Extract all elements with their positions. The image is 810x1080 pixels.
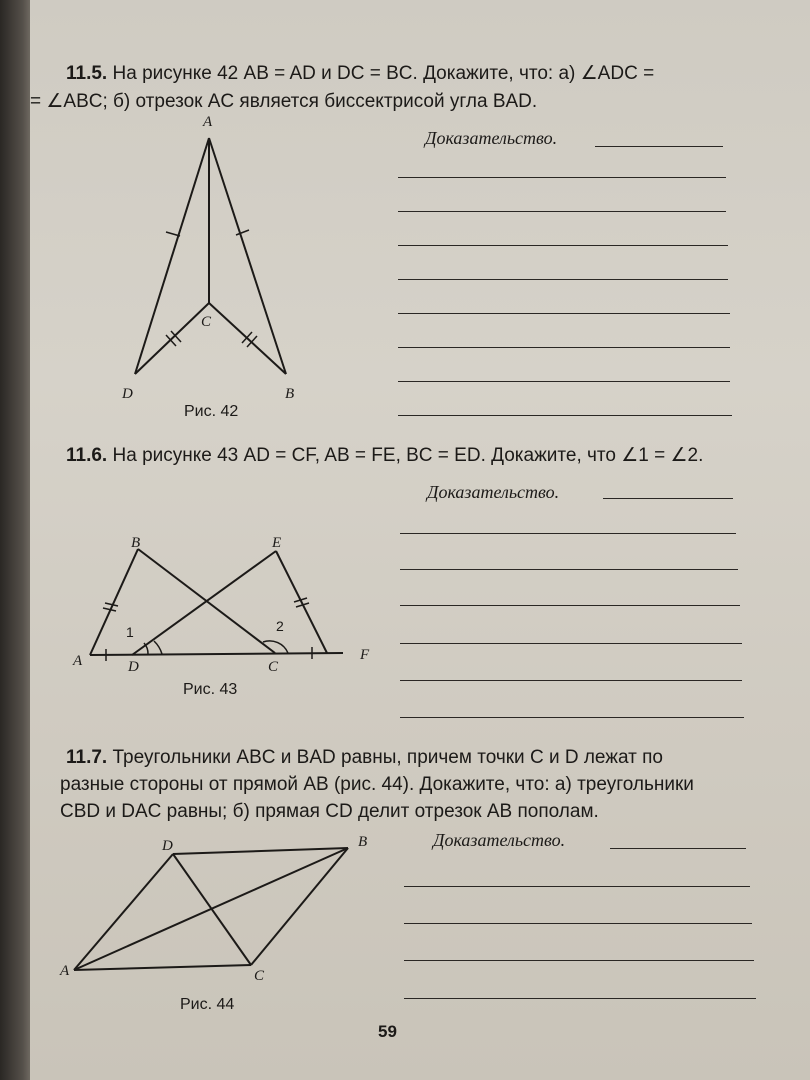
figure-caption-43: Рис. 43 [183, 681, 238, 698]
angle-label-2: 2 [276, 618, 284, 634]
answer-line [398, 313, 730, 314]
answer-line [398, 381, 730, 382]
answer-line [404, 998, 756, 999]
point-label-f: F [360, 647, 370, 663]
segment-dc [173, 854, 251, 965]
proof-label-11-5: Доказательство. [425, 128, 558, 148]
point-label-a: A [203, 114, 213, 130]
point-label-d: D [128, 659, 139, 675]
answer-line [404, 923, 752, 924]
point-label-d: D [122, 386, 133, 402]
problem-11-5-line1: 11.5. На рисунке 42 AB = AD и DC = BC. Докажите, что: а) ∠ADC = [66, 63, 655, 84]
answer-line [398, 245, 728, 246]
problem-11-7-line1: 11.7. Треугольники ABC и BAD равны, причем точки C и D лежат по [66, 747, 663, 768]
point-label-b: B [358, 834, 368, 850]
answer-line [610, 848, 746, 849]
answer-line [400, 680, 742, 681]
answer-line [603, 498, 733, 499]
point-label-b: B [131, 535, 141, 551]
segment-ef [276, 551, 327, 653]
answer-line [595, 146, 723, 147]
answer-line [398, 415, 732, 416]
point-label-a: A [73, 653, 83, 669]
point-label-a: A [60, 963, 70, 979]
problem-11-6-line1: 11.6. На рисунке 43 AD = CF, AB = FE, BC = ED. Докажите, что ∠1 = ∠2. [66, 445, 704, 466]
point-label-b: B [285, 386, 295, 402]
segment-cb [251, 848, 348, 965]
segment-db [173, 848, 348, 854]
answer-line [398, 279, 728, 280]
angle-arc-1 [154, 641, 162, 654]
point-label-c: C [201, 314, 212, 330]
segment-ad [74, 854, 173, 970]
answer-line [398, 177, 726, 178]
figure-44 [58, 830, 378, 990]
answer-line [400, 717, 744, 718]
answer-line [400, 533, 736, 534]
figure-caption-44: Рис. 44 [180, 996, 235, 1013]
problem-11-7-line2: разные стороны от прямой AB (рис. 44). Докажите, что: а) треугольники [60, 774, 694, 795]
figure-42 [90, 110, 350, 410]
answer-line [404, 960, 754, 961]
point-label-e: E [272, 535, 282, 551]
answer-line [400, 643, 742, 644]
point-label-d: D [162, 838, 173, 854]
segment-de [132, 551, 276, 655]
proof-label-11-7: Доказательство. [433, 830, 566, 850]
answer-line [398, 211, 726, 212]
figure-43 [70, 525, 370, 675]
textbook-page [30, 0, 810, 1080]
angle-label-1: 1 [126, 624, 134, 640]
segment-af [90, 653, 343, 655]
point-label-c: C [268, 659, 279, 675]
point-label-c: C [254, 968, 265, 984]
figure-caption-42: Рис. 42 [184, 403, 239, 420]
answer-line [400, 605, 740, 606]
answer-line [404, 886, 750, 887]
answer-line [398, 347, 730, 348]
problem-11-5-line2: = ∠ABC; б) отрезок AC является биссектрисой угла BAD. [30, 91, 538, 112]
segment-ac [74, 965, 251, 970]
answer-line [400, 569, 738, 570]
proof-label-11-6: Доказательство. [427, 482, 560, 502]
problem-11-7-line3: CBD и DAC равны; б) прямая CD делит отрезок AB пополам. [60, 801, 599, 822]
tick-mark [236, 230, 249, 235]
page-number: 59 [378, 1022, 397, 1041]
